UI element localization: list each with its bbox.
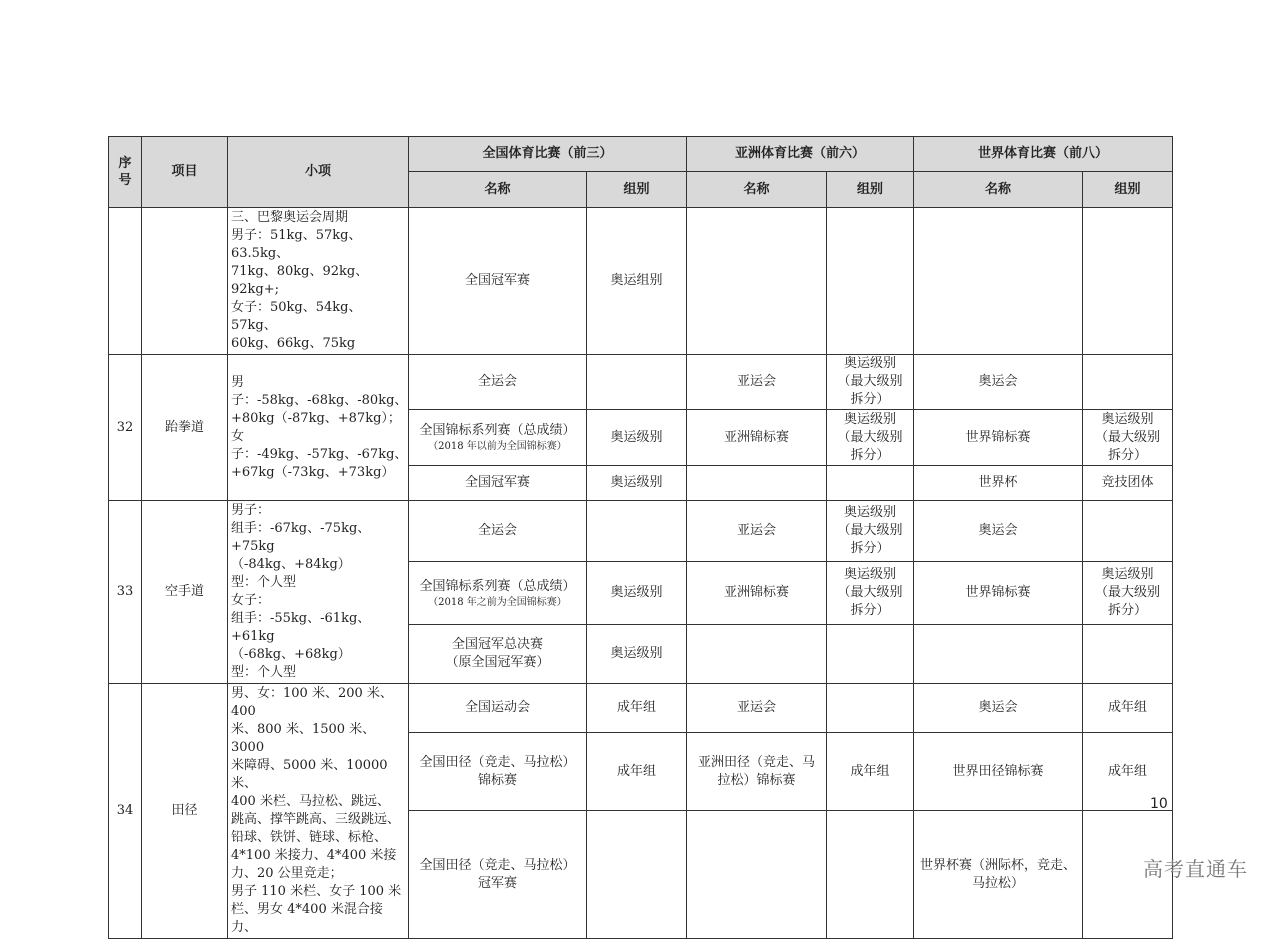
world-name: 奥运会 [914, 501, 1083, 562]
table-row [109, 501, 1173, 562]
header-national: 全国体育比赛（前三） [409, 137, 687, 172]
national-name [409, 624, 587, 683]
name-line: 全国田径（竞走、马拉松） [419, 857, 576, 873]
group-line: 奥运级别 [1101, 567, 1154, 583]
table-row [109, 208, 1173, 355]
world-group [1083, 355, 1173, 410]
group-line: （最大级别 [837, 429, 903, 445]
national-name: 全国冠军赛 [409, 208, 587, 355]
sub-line: 4*100 米接力、4*400 米接 [231, 848, 397, 863]
sub-cell [228, 684, 409, 939]
header-national-name: 名称 [409, 172, 587, 208]
sub-line: 71kg、80kg、92kg、92kg+; [231, 264, 369, 297]
sub-line: 力、20 公里竞走； [231, 866, 343, 881]
asian-group: 成年组 [827, 733, 914, 811]
name-line: 全国锦标系列赛（总成绩） [419, 423, 576, 438]
world-name [914, 624, 1083, 683]
group-line: 奥运级别 [844, 356, 897, 371]
name-line: 冠军赛 [477, 875, 517, 891]
asian-name: 亚运会 [687, 355, 827, 410]
asian-name [687, 208, 827, 355]
sub-line: 60kg、66kg、75kg [231, 336, 356, 351]
group-line: （最大级别 [1095, 429, 1161, 445]
name-note: （2018 年之前为全国锦标赛） [428, 596, 567, 608]
asian-group [827, 811, 914, 939]
name-line: 世界杯赛（洲际杯，竞走、 [920, 857, 1077, 873]
asian-name: 亚运会 [687, 501, 827, 562]
competition-table [108, 136, 1173, 939]
sub-line: 铅球、铁饼、链球、标枪、 [231, 830, 388, 845]
item-cell [142, 208, 228, 355]
group-line: （最大级别 [1095, 585, 1161, 601]
item-cell: 跆拳道 [142, 355, 228, 501]
group-line: 奥运级别 [1101, 411, 1154, 427]
name-line: 锦标赛 [477, 772, 517, 788]
national-group: 奥运组别 [587, 208, 687, 355]
world-name: 世界锦标赛 [914, 410, 1083, 466]
header-world-group: 组别 [1083, 172, 1173, 208]
group-line: （最大级别 [837, 374, 903, 389]
header-seq: 序号 [109, 137, 142, 208]
national-group: 奥运级别 [587, 466, 687, 501]
world-group: 竞技团体 [1083, 466, 1173, 501]
asian-name: 亚洲锦标赛 [687, 410, 827, 466]
national-group: 奥运级别 [587, 624, 687, 683]
sub-line: 组手：-55kg、-61kg、+61kg [231, 611, 371, 644]
national-name [409, 811, 587, 939]
national-group [587, 501, 687, 562]
group-line: 奥运级别 [844, 411, 897, 427]
world-name [914, 208, 1083, 355]
sub-cell [228, 355, 409, 501]
item-cell: 空手道 [142, 501, 228, 684]
national-name [409, 562, 587, 624]
world-group [1083, 562, 1173, 624]
header-asian-name: 名称 [687, 172, 827, 208]
national-group: 成年组 [587, 684, 687, 733]
world-group [1083, 624, 1173, 683]
sub-line: 男子：51kg、57kg、63.5kg、 [231, 228, 362, 261]
sub-line: 男、女：100 米、200 米、400 [231, 686, 393, 719]
national-group [587, 355, 687, 410]
header-national-group: 组别 [587, 172, 687, 208]
national-group: 奥运级别 [587, 562, 687, 624]
world-group [1083, 410, 1173, 466]
world-group: 成年组 [1083, 733, 1173, 811]
seq-cell: 32 [109, 355, 142, 501]
national-name [409, 733, 587, 811]
asian-group [827, 684, 914, 733]
header-asian: 亚洲体育比赛（前六） [687, 137, 914, 172]
name-line: 全国田径（竞走、马拉松） [419, 754, 576, 770]
seq-cell [109, 208, 142, 355]
world-group: 成年组 [1083, 684, 1173, 733]
asian-name: 亚运会 [687, 684, 827, 733]
sub-line: 跳高、撑竿跳高、三级跳远、 [231, 812, 401, 827]
sub-line: 女子：50kg、54kg、57kg、 [231, 300, 362, 333]
group-line: 拆分） [1108, 603, 1148, 619]
sub-line: 男子：-58kg、-68kg、-80kg、 [231, 374, 408, 408]
sub-line: （-68kg、+68kg） [231, 647, 351, 662]
group-line: （最大级别 [837, 523, 903, 539]
sub-line: 女子： [231, 593, 271, 608]
seq-cell: 34 [109, 684, 142, 939]
national-name: 全国运动会 [409, 684, 587, 733]
asian-group [827, 466, 914, 501]
header-world: 世界体育比赛（前八） [914, 137, 1173, 172]
group-line: 拆分） [1108, 447, 1148, 463]
asian-name [687, 733, 827, 811]
asian-group [827, 562, 914, 624]
name-line: 全国锦标系列赛（总成绩） [419, 578, 576, 594]
national-group: 奥运级别 [587, 410, 687, 466]
group-line: （最大级别 [837, 585, 903, 601]
group-line: 拆分） [850, 447, 890, 463]
sub-line: 三、巴黎奥运会周期 [231, 210, 349, 225]
asian-group [827, 624, 914, 683]
watermark: 高考直通车 [1143, 857, 1248, 881]
sub-line: 型：个人型 [231, 575, 297, 590]
header-item: 项目 [142, 137, 228, 208]
sub-cell [228, 501, 409, 684]
sub-line: +80kg（-87kg、+87kg）； [231, 410, 401, 426]
world-group [1083, 501, 1173, 562]
name-line: 亚洲田径（竞走、马 [698, 754, 816, 770]
sub-line: 型：个人型 [231, 665, 297, 680]
header-asian-group: 组别 [827, 172, 914, 208]
national-group: 成年组 [587, 733, 687, 811]
group-line: 奥运级别 [844, 505, 897, 521]
world-name: 世界杯 [914, 466, 1083, 501]
sub-line: 米障碍、5000 米、10000 米、 [231, 758, 388, 791]
group-line: 拆分） [850, 603, 890, 619]
sub-line: 组手：-67kg、-75kg、+75kg [231, 521, 371, 554]
asian-group [827, 208, 914, 355]
sub-line: 栏、男女 4*400 米混合接力、 [231, 902, 383, 935]
world-name: 奥运会 [914, 684, 1083, 733]
world-name [914, 811, 1083, 939]
national-name: 全国冠军赛 [409, 466, 587, 501]
national-name: 全运会 [409, 355, 587, 410]
table-row [109, 355, 1173, 410]
world-name: 世界田径锦标赛 [914, 733, 1083, 811]
asian-name [687, 466, 827, 501]
asian-name [687, 624, 827, 683]
name-line: （原全国冠军赛） [445, 654, 550, 670]
header-sub: 小项 [228, 137, 409, 208]
group-line: 奥运级别 [844, 567, 897, 583]
sub-cell [228, 208, 409, 355]
sub-line: 男子 110 米栏、女子 100 米 [231, 884, 402, 899]
name-note: （2018 年以前为全国锦标赛） [428, 441, 567, 452]
table-row [109, 684, 1173, 733]
group-line: 拆分） [850, 392, 890, 407]
sub-line: 男子： [231, 503, 271, 518]
sub-line: 女子：-49kg、-57kg、-67kg、 [231, 428, 408, 462]
national-name [409, 410, 587, 466]
seq-cell: 33 [109, 501, 142, 684]
world-name: 奥运会 [914, 355, 1083, 410]
asian-group [827, 355, 914, 410]
sub-line: 米、800 米、1500 米、3000 [231, 722, 376, 755]
page-number: 10 [1150, 796, 1168, 812]
national-name: 全运会 [409, 501, 587, 562]
item-cell: 田径 [142, 684, 228, 939]
national-group [587, 811, 687, 939]
world-group [1083, 208, 1173, 355]
sub-line: 400 米栏、马拉松、跳远、 [231, 794, 390, 809]
asian-group [827, 410, 914, 466]
header-world-name: 名称 [914, 172, 1083, 208]
sub-line: +67kg（-73kg、+73kg） [231, 464, 395, 480]
asian-group [827, 501, 914, 562]
group-line: 拆分） [850, 541, 890, 557]
name-line: 全国冠军总决赛 [451, 636, 543, 652]
name-line: 拉松）锦标赛 [717, 772, 796, 788]
asian-name: 亚洲锦标赛 [687, 562, 827, 624]
world-name: 世界锦标赛 [914, 562, 1083, 624]
asian-name [687, 811, 827, 939]
name-line: 马拉松） [972, 875, 1025, 891]
sub-line: （-84kg、+84kg） [231, 557, 351, 572]
